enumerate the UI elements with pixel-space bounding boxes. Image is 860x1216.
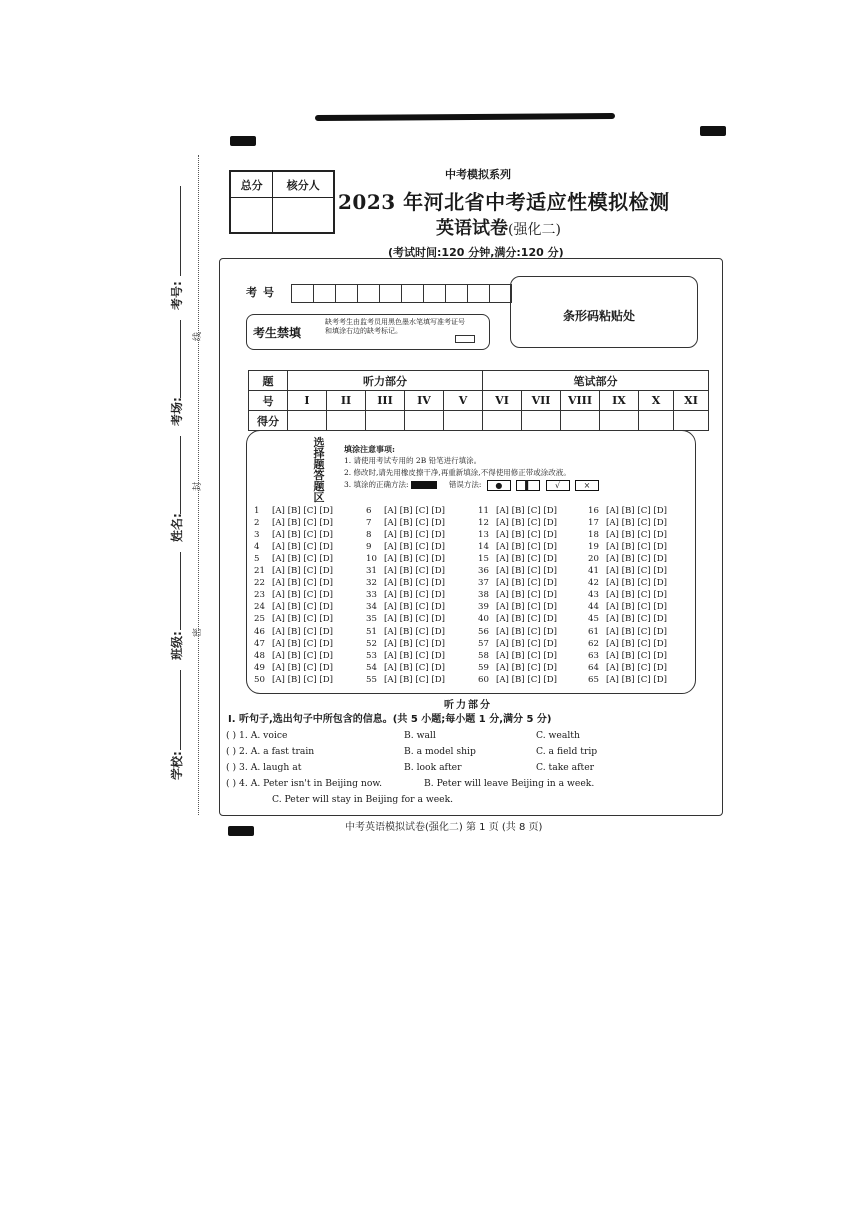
question-number: 59 xyxy=(478,662,489,673)
bubble-question-row[interactable] xyxy=(366,627,445,639)
bubble-question-row[interactable] xyxy=(478,639,557,651)
registration-mark-top-left xyxy=(230,136,256,146)
question-number: 49 xyxy=(254,662,265,673)
bubble-question-row[interactable] xyxy=(254,651,333,663)
answer-options[interactable]: [A] [B] [C] [D] xyxy=(606,553,668,564)
section-score-cell[interactable] xyxy=(561,411,600,431)
bubble-question-row[interactable] xyxy=(366,578,445,590)
note-3-row xyxy=(344,479,599,491)
question-number: 65 xyxy=(588,674,599,685)
answer-options[interactable]: [A] [B] [C] [D] xyxy=(272,627,334,637)
bubble-question-row[interactable] xyxy=(478,578,557,590)
notes-title: 填涂注意事项: xyxy=(344,444,395,454)
answer-options[interactable]: [A] [B] [C] [D] xyxy=(606,529,668,540)
section-numeral: VIII xyxy=(561,391,600,411)
bubble-column xyxy=(588,627,667,687)
answer-options[interactable]: [A] [B] [C] [D] xyxy=(606,601,668,612)
answer-options[interactable]: [A] [B] [C] [D] xyxy=(384,566,446,576)
page-footer: 中考英语模拟试卷(强化二) 第 1 页 (共 8 页) xyxy=(345,822,543,833)
answer-options[interactable]: [A] [B] [C] [D] xyxy=(606,506,668,516)
question-number: 57 xyxy=(478,638,489,649)
question-number: 53 xyxy=(366,650,377,661)
bubble-question-row[interactable] xyxy=(588,518,667,530)
answer-options[interactable]: [A] [B] [C] [D] xyxy=(496,662,558,673)
score-table-score-label: 得分 xyxy=(249,411,288,431)
listening-item-a: ( ) 1. A. voice xyxy=(226,730,288,741)
wrong-fill-dot-example: ● xyxy=(487,480,511,491)
listening-section-heading: 听力部分 xyxy=(444,700,492,711)
question-number: 12 xyxy=(478,517,489,528)
question-number: 62 xyxy=(588,638,599,649)
question-number: 58 xyxy=(478,650,489,661)
registration-mark-top-right xyxy=(700,126,726,136)
bubble-question-row[interactable] xyxy=(478,602,557,614)
answer-options[interactable]: [A] [B] [C] [D] xyxy=(496,566,558,576)
question-number: 38 xyxy=(478,589,489,600)
listening-instruction: I. 听句子,选出句子中所包含的信息。(共 5 小题;每小题 1 分,满分 5 分) xyxy=(228,714,552,725)
section-numeral: V xyxy=(444,391,483,411)
vertical-title-char: 题 xyxy=(313,480,325,493)
wrong-method-label: 错误方法: xyxy=(448,480,482,489)
bubble-column xyxy=(478,506,557,566)
side-school-line xyxy=(180,670,181,750)
bubble-question-row[interactable] xyxy=(366,602,445,614)
bubble-question-row[interactable] xyxy=(478,506,557,518)
bubble-question-row[interactable] xyxy=(366,506,445,518)
question-number: 5 xyxy=(254,553,260,564)
answer-options[interactable]: [A] [B] [C] [D] xyxy=(384,627,446,637)
bubble-question-row[interactable] xyxy=(254,590,333,602)
question-number: 39 xyxy=(478,601,489,612)
answer-options[interactable]: [A] [B] [C] [D] xyxy=(384,517,446,528)
answer-options[interactable]: [A] [B] [C] [D] xyxy=(496,529,558,540)
question-number: 21 xyxy=(254,566,265,576)
bubble-question-row[interactable] xyxy=(588,506,667,518)
question-number: 25 xyxy=(254,613,265,624)
question-number: 6 xyxy=(366,506,372,516)
question-number: 35 xyxy=(366,613,377,624)
answer-options[interactable]: [A] [B] [C] [D] xyxy=(496,601,558,612)
subject-title xyxy=(436,214,561,240)
listening-item-a: ( ) 4. A. Peter isn't in Beijing now. xyxy=(226,778,383,789)
series-label: 中考模拟系列 xyxy=(445,168,511,181)
question-number: 42 xyxy=(588,577,599,588)
answer-options[interactable]: [A] [B] [C] [D] xyxy=(384,674,446,685)
side-school: 学校: xyxy=(170,751,184,780)
question-number: 22 xyxy=(254,577,265,588)
section-score-cell[interactable] xyxy=(674,411,709,431)
question-number: 8 xyxy=(366,529,372,540)
listening-item-b: B. look after xyxy=(404,762,462,773)
bubble-question-row[interactable] xyxy=(588,590,667,602)
bubble-question-row[interactable] xyxy=(254,518,333,530)
question-number: 34 xyxy=(366,601,377,612)
answer-options[interactable]: [A] [B] [C] [D] xyxy=(272,674,334,685)
bubble-question-row[interactable] xyxy=(254,578,333,590)
score-total-cell xyxy=(231,198,273,233)
vertical-title-char: 区 xyxy=(313,491,325,504)
section-numeral: XI xyxy=(674,391,709,411)
bubble-question-row[interactable] xyxy=(478,663,557,675)
section-numeral: VII xyxy=(522,391,561,411)
question-number: 19 xyxy=(588,541,599,552)
section-score-cell[interactable] xyxy=(444,411,483,431)
score-checker-label: 核分人 xyxy=(273,172,334,198)
question-number: 41 xyxy=(588,566,599,576)
bubble-question-row[interactable] xyxy=(366,566,445,578)
bubble-question-row[interactable] xyxy=(588,554,667,566)
section-score-cell[interactable] xyxy=(522,411,561,431)
bubble-question-row[interactable] xyxy=(254,530,333,542)
question-number: 13 xyxy=(478,529,489,540)
bubble-area-vertical-title xyxy=(312,437,326,503)
answer-options[interactable]: [A] [B] [C] [D] xyxy=(272,517,334,528)
answer-options[interactable]: [A] [B] [C] [D] xyxy=(496,506,558,516)
section-numeral: IX xyxy=(600,391,639,411)
bubble-question-row[interactable] xyxy=(366,651,445,663)
answer-options[interactable]: [A] [B] [C] [D] xyxy=(272,553,334,564)
bubble-question-row[interactable] xyxy=(254,627,333,639)
answer-options[interactable]: [A] [B] [C] [D] xyxy=(606,577,668,588)
bubble-question-row[interactable] xyxy=(366,554,445,566)
answer-options[interactable]: [A] [B] [C] [D] xyxy=(496,613,558,624)
side-name: 姓名: xyxy=(170,513,184,542)
score-total-label: 总分 xyxy=(231,172,273,198)
answer-options[interactable]: [A] [B] [C] [D] xyxy=(606,638,668,649)
side-room: 考场: xyxy=(170,397,184,426)
question-number: 48 xyxy=(254,650,265,661)
bubble-question-row[interactable] xyxy=(588,614,667,626)
question-number: 14 xyxy=(478,541,489,552)
section-numeral: II xyxy=(327,391,366,411)
fill-notes xyxy=(344,443,599,491)
answer-options[interactable]: [A] [B] [C] [D] xyxy=(384,601,446,612)
barcode-area xyxy=(510,276,698,348)
answer-options[interactable]: [A] [B] [C] [D] xyxy=(496,517,558,528)
answer-options[interactable]: [A] [B] [C] [D] xyxy=(606,613,668,624)
answer-options[interactable]: [A] [B] [C] [D] xyxy=(496,650,558,661)
side-class-line xyxy=(180,552,181,630)
bubble-question-row[interactable] xyxy=(366,590,445,602)
score-table-q-label: 题 xyxy=(249,371,288,391)
side-exam-no: 考号: xyxy=(170,281,184,310)
seal-char-line: 线 xyxy=(193,331,204,342)
section-score-table xyxy=(248,370,709,431)
bubble-question-row[interactable] xyxy=(588,651,667,663)
answer-options[interactable]: [A] [B] [C] [D] xyxy=(496,638,558,649)
bubble-question-row[interactable] xyxy=(588,530,667,542)
bubble-question-row[interactable] xyxy=(254,602,333,614)
listening-item-b: B. Peter will leave Beijing in a week. xyxy=(424,778,595,789)
bubble-question-row[interactable] xyxy=(254,675,333,687)
listening-header: 听力部分 xyxy=(288,371,483,391)
question-number: 2 xyxy=(254,517,260,528)
side-room-line xyxy=(180,320,181,398)
bubble-question-row[interactable] xyxy=(366,614,445,626)
answer-options[interactable]: [A] [B] [C] [D] xyxy=(384,662,446,673)
question-number: 44 xyxy=(588,601,599,612)
note-1: 1. 请使用考试专用的 2B 铅笔进行填涂。 xyxy=(344,456,482,465)
question-number: 18 xyxy=(588,529,599,540)
bubble-column xyxy=(254,627,333,687)
bubble-column xyxy=(366,506,445,566)
bubble-column xyxy=(588,566,667,626)
score-table-no-label: 号 xyxy=(249,391,288,411)
bubble-column xyxy=(478,627,557,687)
bubble-column xyxy=(366,566,445,626)
seal-char-secret: 密 xyxy=(193,627,204,638)
question-number: 60 xyxy=(478,674,489,685)
page-title: 2023 年河北省中考适应性模拟检测 xyxy=(338,190,670,214)
bubble-question-row[interactable] xyxy=(588,639,667,651)
answer-options[interactable]: [A] [B] [C] [D] xyxy=(272,613,334,624)
bubble-question-row[interactable] xyxy=(254,663,333,675)
bubble-column xyxy=(366,627,445,687)
subject-variant: (强化二) xyxy=(508,222,561,238)
bubble-question-row[interactable] xyxy=(588,542,667,554)
side-class: 班级: xyxy=(170,631,184,660)
question-number: 52 xyxy=(366,638,377,649)
bubble-question-row[interactable] xyxy=(588,566,667,578)
answer-options[interactable]: [A] [B] [C] [D] xyxy=(272,589,334,600)
listening-item-a: ( ) 2. A. a fast train xyxy=(226,746,315,757)
answer-options[interactable]: [A] [B] [C] [D] xyxy=(272,506,334,516)
question-number: 16 xyxy=(588,506,599,516)
question-number: 17 xyxy=(588,517,599,528)
score-checker-cell xyxy=(273,198,334,233)
question-number: 24 xyxy=(254,601,265,612)
answer-options[interactable]: [A] [B] [C] [D] xyxy=(384,589,446,600)
bubble-question-row[interactable] xyxy=(588,578,667,590)
section-numeral: I xyxy=(288,391,327,411)
question-number: 50 xyxy=(254,674,265,685)
answer-options[interactable]: [A] [B] [C] [D] xyxy=(384,613,446,624)
question-number: 61 xyxy=(588,627,599,637)
side-name-line xyxy=(180,436,181,514)
answer-options[interactable]: [A] [B] [C] [D] xyxy=(272,650,334,661)
answer-options[interactable]: [A] [B] [C] [D] xyxy=(272,529,334,540)
bubble-question-row[interactable] xyxy=(478,651,557,663)
bubble-question-row[interactable] xyxy=(254,506,333,518)
answer-options[interactable]: [A] [B] [C] [D] xyxy=(272,577,334,588)
score-box xyxy=(229,170,335,234)
candidate-forbidden-box xyxy=(246,314,490,350)
question-number: 23 xyxy=(254,589,265,600)
section-score-cell[interactable] xyxy=(600,411,639,431)
question-number: 33 xyxy=(366,589,377,600)
question-number: 51 xyxy=(366,627,377,637)
answer-options[interactable]: [A] [B] [C] [D] xyxy=(384,529,446,540)
bubble-question-row[interactable] xyxy=(478,554,557,566)
answer-options[interactable]: [A] [B] [C] [D] xyxy=(606,674,668,685)
bubble-question-row[interactable] xyxy=(478,627,557,639)
answer-options[interactable]: [A] [B] [C] [D] xyxy=(606,541,668,552)
bubble-question-row[interactable] xyxy=(588,627,667,639)
listening-item-c: C. a field trip xyxy=(536,746,598,757)
registration-mark-bottom-left xyxy=(228,826,254,836)
forbidden-label: 考生禁填 xyxy=(253,326,302,340)
question-number: 31 xyxy=(366,566,377,576)
top-scan-bar xyxy=(315,113,615,121)
section-score-cell[interactable] xyxy=(483,411,522,431)
answer-options[interactable]: [A] [B] [C] [D] xyxy=(272,541,334,552)
bubble-question-row[interactable] xyxy=(478,614,557,626)
subject-name: 英语试卷 xyxy=(436,218,508,239)
answer-options[interactable]: [A] [B] [C] [D] xyxy=(272,601,334,612)
answer-options[interactable]: [A] [B] [C] [D] xyxy=(384,650,446,661)
bubble-question-row[interactable] xyxy=(254,542,333,554)
bubble-question-row[interactable] xyxy=(254,566,333,578)
bubble-question-row[interactable] xyxy=(366,675,445,687)
bubble-question-row[interactable] xyxy=(478,518,557,530)
bubble-question-row[interactable] xyxy=(588,675,667,687)
answer-options[interactable]: [A] [B] [C] [D] xyxy=(384,506,446,516)
section-numeral: IV xyxy=(405,391,444,411)
bubble-question-row[interactable] xyxy=(588,602,667,614)
bubble-question-row[interactable] xyxy=(478,530,557,542)
absence-mark-box[interactable] xyxy=(455,335,475,343)
seal-char-seal: 封 xyxy=(193,481,204,492)
section-score-cell[interactable] xyxy=(405,411,444,431)
bubble-question-row[interactable] xyxy=(478,590,557,602)
answer-options[interactable]: [A] [B] [C] [D] xyxy=(606,589,668,600)
answer-options[interactable]: [A] [B] [C] [D] xyxy=(496,589,558,600)
answer-options[interactable]: [A] [B] [C] [D] xyxy=(384,638,446,649)
answer-options[interactable]: [A] [B] [C] [D] xyxy=(496,674,558,685)
section-score-cell[interactable] xyxy=(366,411,405,431)
listening-item-c: C. Peter will stay in Beijing for a week. xyxy=(272,794,454,805)
question-number: 3 xyxy=(254,529,260,540)
bubble-question-row[interactable] xyxy=(254,614,333,626)
question-number: 7 xyxy=(366,517,372,528)
question-number: 63 xyxy=(588,650,599,661)
question-number: 43 xyxy=(588,589,599,600)
vertical-title-char: 题 xyxy=(313,458,325,471)
bubble-question-row[interactable] xyxy=(366,542,445,554)
question-number: 20 xyxy=(588,553,599,564)
question-number: 45 xyxy=(588,613,599,624)
answer-options[interactable]: [A] [B] [C] [D] xyxy=(496,541,558,552)
bubble-question-row[interactable] xyxy=(254,639,333,651)
answer-options[interactable]: [A] [B] [C] [D] xyxy=(606,517,668,528)
answer-options[interactable]: [A] [B] [C] [D] xyxy=(606,662,668,673)
answer-options[interactable]: [A] [B] [C] [D] xyxy=(272,662,334,673)
bubble-question-row[interactable] xyxy=(478,675,557,687)
question-number: 46 xyxy=(254,627,265,637)
question-number: 11 xyxy=(478,506,489,516)
vertical-title-char: 选 xyxy=(313,436,325,449)
section-numeral: III xyxy=(366,391,405,411)
section-numeral: X xyxy=(639,391,674,411)
bubble-question-row[interactable] xyxy=(478,566,557,578)
question-number: 4 xyxy=(254,541,260,552)
bubble-question-row[interactable] xyxy=(366,639,445,651)
question-number: 9 xyxy=(366,541,372,552)
listening-item-c: C. take after xyxy=(536,762,595,773)
bubble-question-row[interactable] xyxy=(254,554,333,566)
wrong-fill-half-example: ▌ xyxy=(516,480,540,491)
barcode-label: 条形码粘贴处 xyxy=(563,309,636,323)
listening-item-a: ( ) 3. A. laugh at xyxy=(226,762,302,773)
vertical-title-char: 择 xyxy=(313,447,325,460)
answer-options[interactable]: [A] [B] [C] [D] xyxy=(606,566,668,576)
note-2: 2. 修改时,请先用橡皮擦干净,再重新填涂,不得使用修正带或涂改液。 xyxy=(344,468,571,477)
question-number: 10 xyxy=(366,553,377,564)
exam-no-label: 考号 xyxy=(246,286,280,299)
bubble-column xyxy=(254,566,333,626)
bubble-column xyxy=(254,506,333,566)
bubble-question-row[interactable] xyxy=(366,518,445,530)
section-numeral: VI xyxy=(483,391,522,411)
question-number: 54 xyxy=(366,662,377,673)
bubble-question-row[interactable] xyxy=(478,542,557,554)
question-number: 64 xyxy=(588,662,599,673)
answer-options[interactable]: [A] [B] [C] [D] xyxy=(272,638,334,649)
listening-item-c: C. wealth xyxy=(536,730,580,741)
wrong-fill-check-example: √ xyxy=(546,480,570,491)
bubble-question-row[interactable] xyxy=(588,663,667,675)
forbidden-text: 缺考考生由监考员用黑色墨水笔填写准考证号和填涂右边的缺考标记。 xyxy=(325,318,465,335)
question-number: 56 xyxy=(478,627,489,637)
answer-options[interactable]: [A] [B] [C] [D] xyxy=(496,627,558,637)
question-number: 15 xyxy=(478,553,489,564)
answer-options[interactable]: [A] [B] [C] [D] xyxy=(606,627,668,637)
exam-info: (考试时间:120 分钟,满分:120 分) xyxy=(388,246,564,259)
exam-no-input[interactable] xyxy=(292,284,512,303)
question-number: 32 xyxy=(366,577,377,588)
written-header: 笔试部分 xyxy=(483,371,709,391)
vertical-title-char: 答 xyxy=(313,469,325,482)
listening-item-b: B. wall xyxy=(404,730,436,741)
wrong-fill-cross-example: × xyxy=(575,480,599,491)
listening-item-b: B. a model ship xyxy=(404,746,476,757)
question-number: 55 xyxy=(366,674,377,685)
question-number: 36 xyxy=(478,566,489,576)
question-number: 1 xyxy=(254,506,260,516)
correct-fill-example xyxy=(411,481,437,489)
answer-options[interactable]: [A] [B] [C] [D] xyxy=(384,553,446,564)
bubble-column xyxy=(478,566,557,626)
section-score-cell[interactable] xyxy=(288,411,327,431)
bubble-question-row[interactable] xyxy=(366,663,445,675)
note-3: 3. 填涂的正确方法: xyxy=(344,480,409,489)
bubble-question-row[interactable] xyxy=(366,530,445,542)
answer-options[interactable]: [A] [B] [C] [D] xyxy=(606,650,668,661)
side-exam-no-line xyxy=(180,186,181,276)
answer-options[interactable]: [A] [B] [C] [D] xyxy=(384,541,446,552)
bubble-column xyxy=(588,506,667,566)
answer-options[interactable]: [A] [B] [C] [D] xyxy=(496,577,558,588)
section-score-cell[interactable] xyxy=(639,411,674,431)
answer-options[interactable]: [A] [B] [C] [D] xyxy=(496,553,558,564)
section-score-cell[interactable] xyxy=(327,411,366,431)
question-number: 37 xyxy=(478,577,489,588)
answer-options[interactable]: [A] [B] [C] [D] xyxy=(272,566,334,576)
question-number: 40 xyxy=(478,613,489,624)
question-number: 47 xyxy=(254,638,265,649)
answer-options[interactable]: [A] [B] [C] [D] xyxy=(384,577,446,588)
